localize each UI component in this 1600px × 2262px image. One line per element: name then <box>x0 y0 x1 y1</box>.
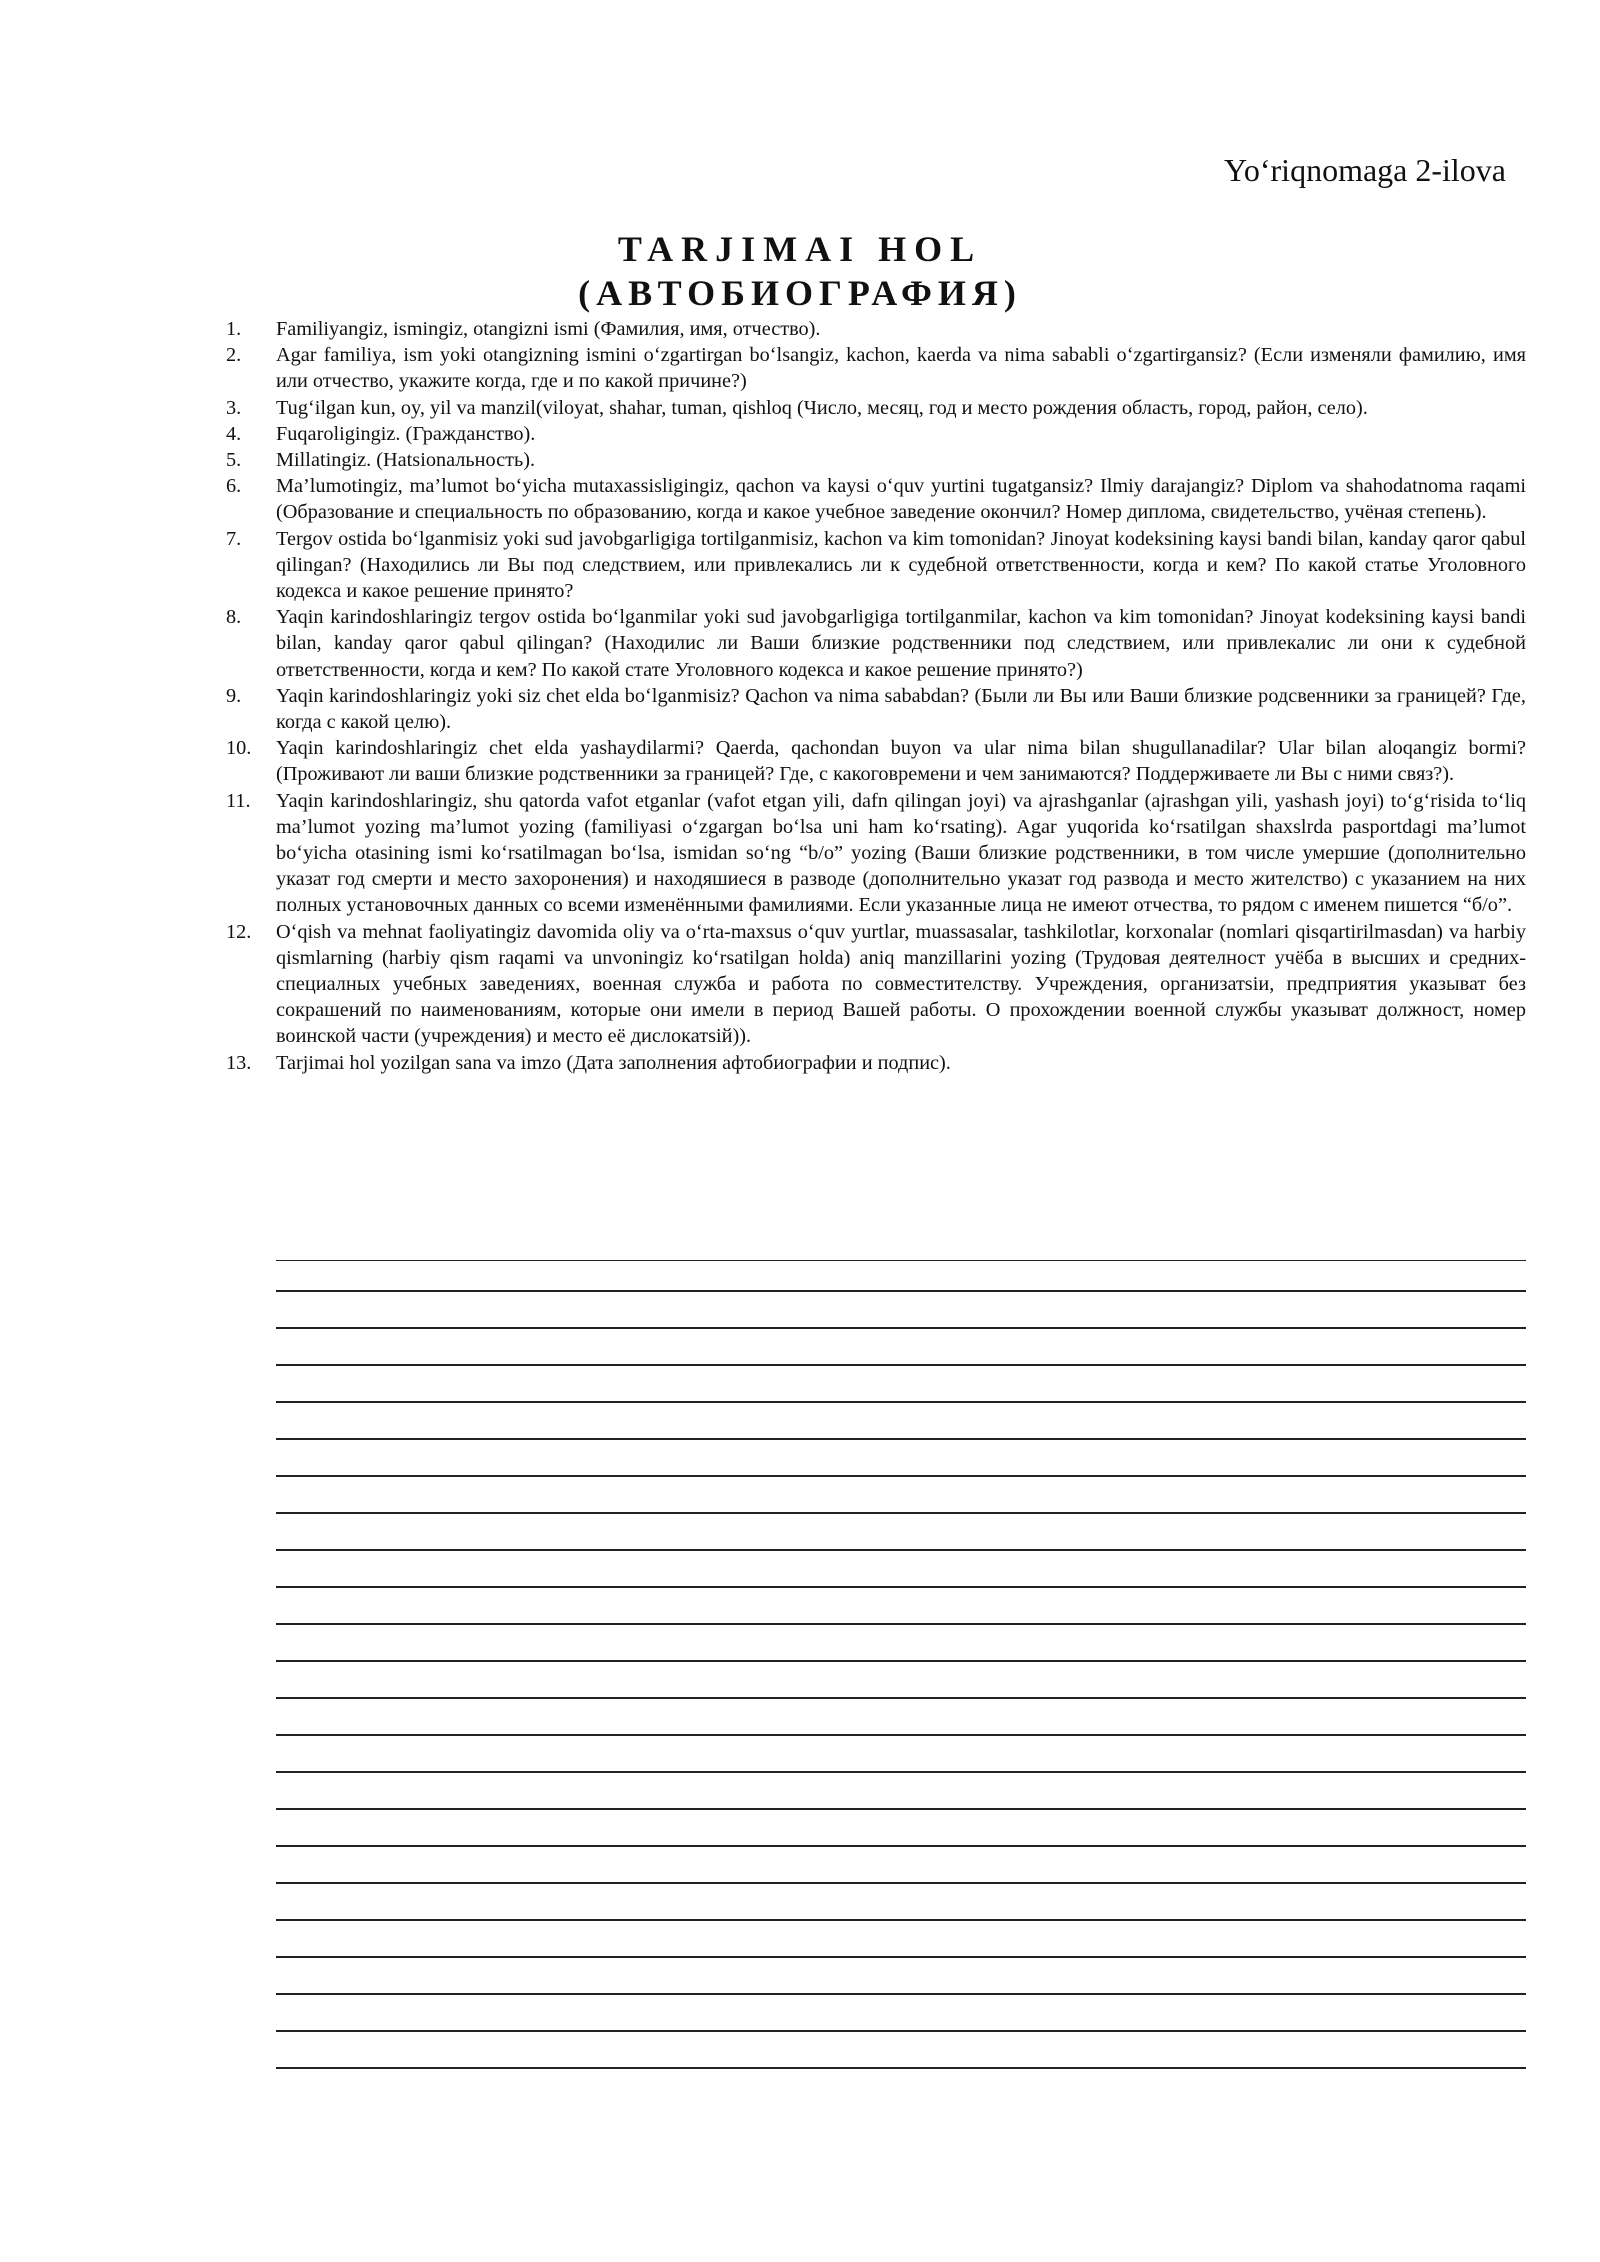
item-text: Tug‘ilgan kun, oy, yil va manzil(viloyat, shahar, tuman, qishloq (Число, месяц, год и место рождения область, город, район, село). <box>276 396 1368 419</box>
writing-line <box>276 1919 1526 1921</box>
item-number: 6. <box>226 475 242 498</box>
writing-line <box>276 1623 1526 1625</box>
writing-line <box>276 1660 1526 1662</box>
writing-line <box>276 1327 1526 1329</box>
item-text: Tergov ostida bo‘lganmisiz yoki sud javobgarligiga tortilganmisiz, kachon va kim tomonidan? Jinoyat kodeksining kaysi bandi bilan, kanday qaror qabul qilingan? (Находились ли Вы под следствием, или привлекались ли к судебной ответственности, когда и кем? По какой статье Уголовного кодекса и какое решение принято? <box>276 527 1526 603</box>
item-text: Ma’lumotingiz, ma’lumot bo‘yicha mutaxassisligingiz, qachon va kaysi o‘quv yurtini tugatgansiz? Ilmiy darajangiz? Diplom va shahodatnoma raqami (Образование и специальность по образованию, когда и какое учебное заведение окончил? Номер диплома, свидетельство, учёная степень). <box>276 475 1526 524</box>
item-text: Agar familiya, ism yoki otangizning ismini o‘zgartirgan bo‘lsangiz, kachon, kaerda va nima sababli o‘zgartirgansiz? (Если изменяли фамилию, имя или отчество, укажите когда, где и по какой причине?) <box>276 344 1526 393</box>
writing-line <box>276 2030 1526 2032</box>
writing-line <box>276 1475 1526 1477</box>
writing-line <box>276 1401 1526 1403</box>
list-item <box>226 447 1526 473</box>
item-text: Millatingiz. (Hatsionальность). <box>276 449 536 472</box>
list-item <box>226 683 1526 735</box>
writing-line <box>276 2067 1526 2069</box>
item-number: 9. <box>226 684 242 707</box>
item-number: 7. <box>226 527 242 550</box>
writing-line <box>276 1993 1526 1995</box>
list-item <box>226 421 1526 447</box>
writing-line <box>276 1512 1526 1514</box>
writing-line <box>276 1882 1526 1884</box>
list-item <box>226 526 1526 605</box>
item-number: 11. <box>226 789 251 812</box>
item-number: 5. <box>226 449 242 472</box>
writing-line <box>276 1734 1526 1736</box>
item-text: Tarjimai hol yozilgan sana va imzo (Дата заполнения афтобиографии и подпис). <box>276 1051 951 1074</box>
list-item <box>226 604 1526 683</box>
writing-line <box>276 1549 1526 1551</box>
item-text: Fuqaroligingiz. (Гражданство). <box>276 422 536 445</box>
writing-line <box>276 1260 1526 1261</box>
item-number: 2. <box>226 344 242 367</box>
item-number: 3. <box>226 396 242 419</box>
writing-line <box>276 1956 1526 1958</box>
list-item <box>226 788 1526 919</box>
item-number: 10. <box>226 737 252 760</box>
list-item <box>226 342 1526 394</box>
writing-line <box>276 1697 1526 1699</box>
item-number: 8. <box>226 606 242 629</box>
writing-line <box>276 1586 1526 1588</box>
writing-line <box>276 1845 1526 1847</box>
document-title: TARJIMAI HOL <box>617 229 983 269</box>
question-list <box>226 316 1526 1076</box>
item-number: 4. <box>226 422 242 445</box>
list-item <box>226 919 1526 1050</box>
list-item <box>226 316 1526 342</box>
annex-label: Yo‘riqnomaga 2-ilova <box>1223 152 1506 188</box>
document-subtitle: (АВТОБИОГРАФИЯ) <box>578 273 1022 313</box>
item-number: 1. <box>226 318 242 340</box>
item-number: 12. <box>226 920 252 943</box>
writing-line <box>276 1364 1526 1366</box>
item-text: O‘qish va mehnat faoliyatingiz davomida oliy va o‘rta-maxsus o‘quv yurtlar, muassasalar, tashkilotlar, korxonalar (nomlari qisqartirilmasdan) va harbiy qismlarning (harbiy qism raqami va unvoningiz ko‘rsatilgan holda) aniq manzillarini yozing (Трудовая деятелност учёба в высших и средних-специалных учебных заведениях, военная служба и работа по совместителству. Учреждения, организатsiи, предприятия указыват без сокрашений по наименованиям, которые они имели в период Вашей работы. О прохождении военной службы указыват должност, номер воинской части (учреждения) и место её дислокатsiй)). <box>276 920 1526 1048</box>
list-item <box>226 1050 1526 1076</box>
list-item <box>226 473 1526 525</box>
list-item <box>226 395 1526 421</box>
writing-line <box>276 1290 1526 1292</box>
item-number: 13. <box>226 1051 252 1074</box>
item-text: Yaqin karindoshlaringiz yoki siz chet elda bo‘lganmisiz? Qachon va nima sababdan? (Были ли Вы или Ваши близкие родсвенники за границей? Где, когда с какой целю). <box>276 684 1526 734</box>
list-item <box>226 735 1526 787</box>
item-text: Familiyangiz, ismingiz, otangizni ismi (Фамилия, имя, отчество). <box>276 318 821 340</box>
writing-line <box>276 1771 1526 1773</box>
writing-line <box>276 1438 1526 1440</box>
writing-line <box>276 1808 1526 1810</box>
item-text: Yaqin karindoshlaringiz tergov ostida bo‘lganmilar yoki sud javobgarligiga tortilganmilar, kachon va kim tomonidan? Jinoyat kodeksining kaysi bandi bilan, kanday qaror qabul qilingan? (Находилис ли Ваши близкие родственники под следствием, или привлекалис ли они к судебной ответственности, когда и кем? По какой стате Уголовного кодекса и какое решение принято?) <box>276 606 1526 681</box>
item-text: Yaqin karindoshlaringiz chet elda yashaydilarmi? Qaerda, qachondan buyon va ular nima bilan shugullanadilar? Ular bilan aloqangiz bormi? (Проживают ли ваши близкие родственники за границей? Где, с какоговремени и чем занимаются? Поддерживаете ли Вы с ними связ?). <box>276 737 1526 786</box>
item-text: Yaqin karindoshlaringiz, shu qatorda vafot etganlar (vafot etgan yili, dafn qilingan joyi) va ajrashganlar (ajrashgan yili, yashash joyi) to‘g‘risida to‘liq ma’lumot yozing ma’lumot yozing (familiyasi o‘zgargan bo‘lsa uni ham ko‘rsating). Agar yuqorida ko‘rsatilgan shaxslrda pasportdagi ma’lumot bo‘yicha otasining ismi ko‘rsatilmagan bo‘lsa, ismidan so‘ng “b/o” yozing (Ваши близкие родственники, в том числе умершие (дополнительно указат год смерти и место захоронения) и находяшиеся в разводе (дополнительно указат год развода и место жителство) с указанием на них полных установочных данных со всеми изменёнными фамилиями. Если указанные лица не имеют отчества, то рядом с именем пишется “б/о”. <box>276 789 1526 917</box>
